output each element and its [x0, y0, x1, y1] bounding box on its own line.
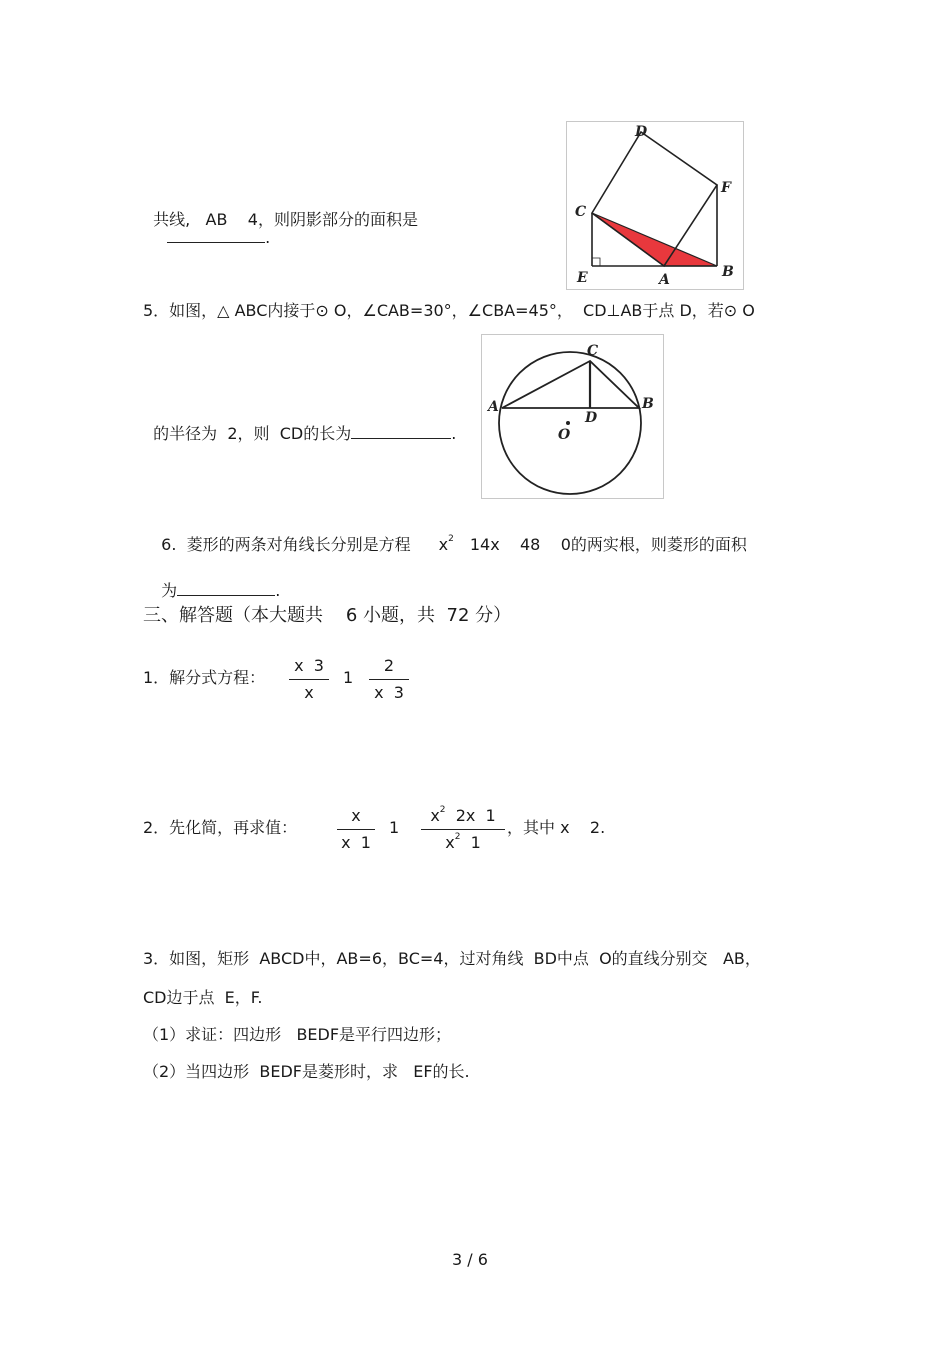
p2-label: 2．先化简，再求值： [143, 818, 298, 837]
q4-answer-blank[interactable] [167, 228, 265, 243]
q6-eq-sup: 2 [448, 534, 454, 544]
label-d: D [635, 124, 648, 140]
p1-f2-den: x 3 [374, 683, 404, 702]
p3-line1: 3．如图，矩形 ABCD中，AB=6，BC=4，过对角线 BD中点 O的直线分别交 AB， [143, 949, 761, 968]
q5-line2-text: 的半径为 2，则 CD的长为 [153, 424, 352, 443]
q6-text-a: 6. 菱形的两条对角线长分别是方程 [161, 535, 411, 554]
p1-f1-num: x 3 [294, 656, 324, 675]
p3-sub1: （1）求证：四边形 BEDF是平行四边形； [143, 1025, 452, 1044]
q6-line2 [151, 565, 280, 599]
triangle-abc [502, 361, 639, 408]
p1-f1-den: x [304, 683, 314, 702]
q4-tail-text: 共线, AB 4，则阴影部分的面积是 [153, 210, 418, 229]
p2-f2-den: $x^2$ 1 [445, 832, 481, 852]
q5-end: . [451, 424, 457, 443]
q5-line2 [143, 408, 456, 442]
label-e: E [577, 270, 588, 286]
label-b: B [642, 396, 654, 412]
label-c: C [575, 204, 587, 220]
p2-mid: 1 [389, 818, 400, 837]
q6-line1 [151, 521, 747, 553]
p3-line2: CD边于点 E，F. [143, 988, 263, 1007]
p1-fraction-2 [369, 658, 409, 701]
p2-fraction-1 [337, 808, 375, 851]
q4-tail-line [143, 196, 418, 246]
q6-end: . [275, 581, 281, 600]
p1-mid: 1 [343, 668, 354, 687]
p1-label: 1．解分式方程： [143, 668, 266, 687]
label-a: A [659, 272, 670, 288]
p1-f2-num: 2 [383, 656, 395, 675]
q5-line1: 5．如图，△ ABC内接于⊙ O，∠CAB=30°，∠CBA=45°， CD⊥AB于点 D，若⊙ O [143, 301, 755, 320]
q5-answer-blank[interactable] [351, 424, 451, 439]
q6-answer-blank[interactable] [177, 581, 275, 596]
page-number: 3 / 6 [452, 1250, 488, 1269]
p3-sub2: （2）当四边形 BEDF是菱形时，求 EF的长. [143, 1062, 470, 1081]
p1-fraction-1 [289, 658, 329, 701]
label-a: A [488, 399, 499, 415]
q6-eq-rest: 14x 48 0 [469, 535, 571, 554]
p2-f1-den: x 1 [341, 833, 371, 852]
center-point [566, 421, 570, 425]
label-f: F [721, 180, 731, 196]
figure-circle [481, 334, 664, 499]
q6-line2-text: 为 [161, 581, 178, 600]
p2-f1-num: x [351, 806, 361, 825]
section-title: 三、解答题（本大题共 6 小题，共 72 分） [143, 605, 512, 626]
p2-tail: ，其中 x 2. [507, 818, 606, 837]
figure-square-triangle [566, 121, 744, 290]
label-c: C [587, 343, 599, 359]
q4-end: . [265, 228, 271, 247]
p2-f2-num: $x^2$ 2x 1 [430, 805, 496, 825]
label-d: D [585, 410, 598, 426]
label-o: O [558, 427, 571, 443]
p2-fraction-2 [421, 805, 505, 852]
q6-eq-x: x [438, 535, 449, 554]
label-b: B [722, 264, 734, 280]
q6-text-b: 的两实根，则菱形的面积 [570, 535, 747, 554]
